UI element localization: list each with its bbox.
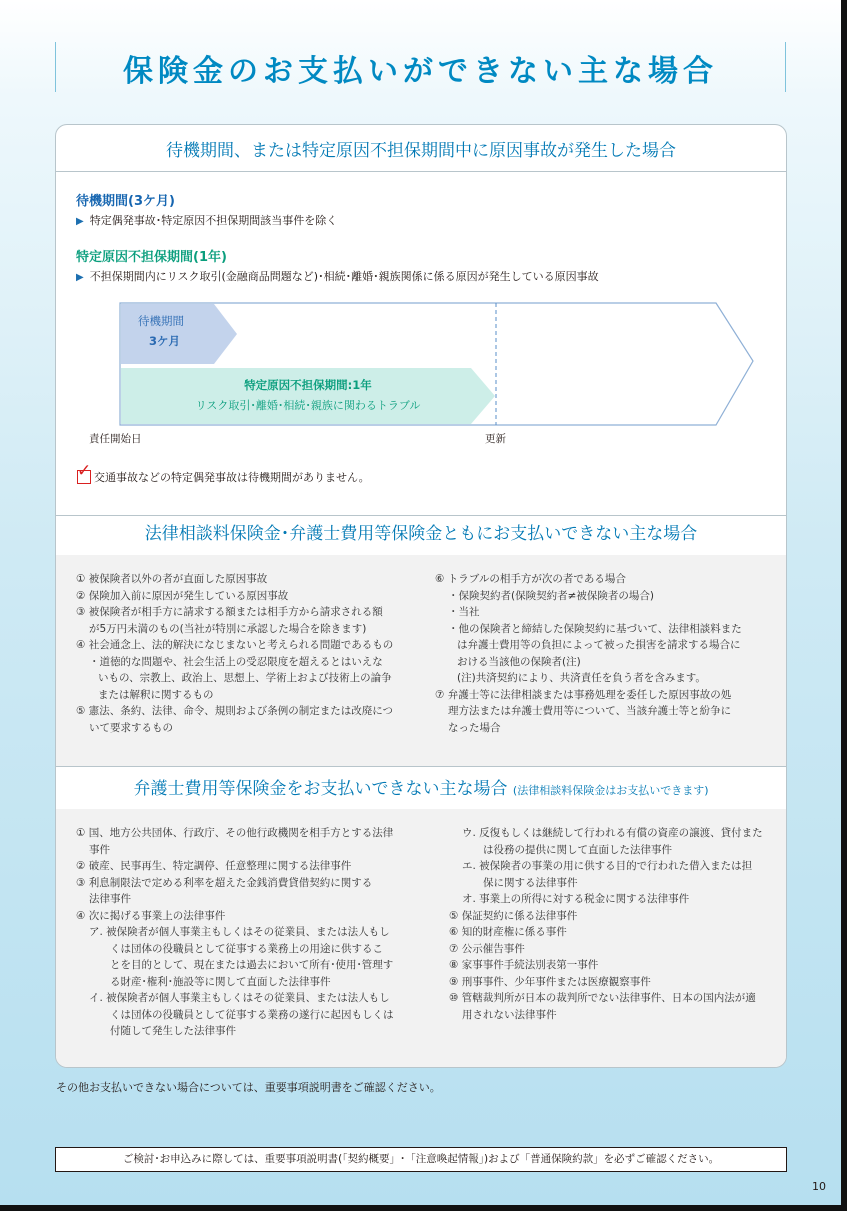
no-waiting-note: 交通事故などの特定偶発事故は待機期間がありません。 <box>94 471 370 484</box>
list-item: ⑦ 弁護士等に法律相談または事務処理を委任した原因事故の処 <box>435 688 732 701</box>
page-edge-right <box>841 0 847 1211</box>
list-item: ⑤ 憲法、条約、法律、命令、規則および条例の制定または改廃につ <box>76 705 394 717</box>
waiting-bar-line1: 待機期間 <box>138 314 184 328</box>
list-item: (注)共済契約により、共済責任を負う者を含みます。 <box>457 672 706 684</box>
section2-right-column <box>435 571 742 736</box>
section2-left-column <box>76 571 393 736</box>
list-item: 理方法または弁護士費用等について、当該弁護士等と紛争に <box>448 705 732 717</box>
section1-rule <box>56 171 786 172</box>
section3-heading-sub: (法律相談料保険金はお支払いできます) <box>512 784 709 797</box>
list-item: ・道徳的な問題や、社会生活上の受忍限度を超えるとはいえな <box>89 655 383 668</box>
list-item: または解釈に関するもの <box>98 688 214 701</box>
list-item: 保に関する法律事件 <box>483 876 578 889</box>
exclusion-period-bullet: ▶ 不担保期間内にリスク取引(金融商品問題など)･相続･離婚･親族関係に係る原因が発生している原因事故 <box>76 270 599 283</box>
list-item: る財産･権利･施設等に関して直面した法律事件 <box>110 975 331 988</box>
list-item: ⑥ トラブルの相手方が次の者である場合 <box>435 573 626 585</box>
section3-body <box>56 809 786 1067</box>
list-item: なった場合 <box>448 721 501 734</box>
section1-heading: 待機期間、または特定原因不担保期間中に原因事故が発生した場合 <box>166 141 676 161</box>
section2-top-rule <box>56 515 786 516</box>
exclusion-period-label: 特定原因不担保期間(1年) <box>76 250 227 265</box>
section3-top-rule <box>56 766 786 767</box>
page-edge-bottom <box>0 1205 847 1211</box>
list-item: ① 被保険者以外の者が直面した原因事故 <box>76 573 268 585</box>
list-item: ウ. 反復もしくは継続して行われる有償の資産の譲渡、貸付また <box>462 827 763 839</box>
page-number: 10 <box>812 1180 826 1193</box>
section3-right-column <box>449 825 763 1023</box>
renewal-label: 更新 <box>485 433 506 445</box>
list-item: ③ 利息制限法で定める利率を超えた金銭消費貸借契約に関する <box>76 876 373 889</box>
list-item: ・他の保険者と締結した保険契約に基づいて、法律相談料また <box>448 622 742 635</box>
list-item: オ. 事業上の所得に対する税金に関する法律事件 <box>462 893 690 905</box>
period-timeline-diagram <box>116 299 756 429</box>
list-item: ④ 社会通念上、法的解決になじまないと考えられる問題であるもの <box>76 639 394 651</box>
list-item: 用されない法律事件 <box>462 1008 557 1021</box>
exclusion-bar-line2: リスク取引･離婚･相続･親族に関わるトラブル <box>195 399 421 412</box>
checkmark-icon: ✓ <box>77 461 92 481</box>
list-item: いもの、宗教上、政治上、思想上、学術上および技術上の論争 <box>98 672 392 684</box>
list-item: は弁護士費用等の負担によって被った損害を請求する場合に <box>457 639 741 651</box>
list-item: が5万円未満のもの(当社が特別に承認した場合を除きます) <box>89 622 367 635</box>
content-card <box>55 124 787 1068</box>
list-item: イ. 被保険者が個人事業主もしくはその従業員、または法人もし <box>89 992 390 1004</box>
list-item: ・保険契約者(保険契約者≠被保険者の場合) <box>448 589 654 602</box>
exclusion-bar-line1: 特定原因不担保期間:1年 <box>244 378 372 392</box>
waiting-bar-line2: 3ケ月 <box>149 334 181 348</box>
list-item: ① 国、地方公共団体、行政庁、その他行政機関を相手方とする法律 <box>76 827 394 839</box>
list-item: エ. 被保険者の事業の用に供する目的で行われた借入または担 <box>462 860 753 872</box>
list-item: 事件 <box>89 843 110 856</box>
list-item: ④ 次に掲げる事業上の法律事件 <box>76 909 226 922</box>
list-item: 付随して発生した法律事件 <box>110 1025 236 1037</box>
waiting-period-bullet: ▶ 特定偶発事故･特定原因不担保期間該当事件を除く <box>76 214 338 227</box>
list-item: ⑦ 公示催告事件 <box>449 942 525 955</box>
list-item: ⑩ 管轄裁判所が日本の裁判所でない法律事件、日本の国内法が適 <box>449 992 756 1004</box>
list-item: ⑤ 保証契約に係る法律事件 <box>449 909 578 922</box>
list-item: ③ 被保険者が相手方に請求する額または相手方から請求される額 <box>76 606 383 618</box>
list-item: ② 保険加入前に原因が発生している原因事故 <box>76 589 289 602</box>
list-item: ⑧ 家事事件手続法別表第一事件 <box>449 959 599 971</box>
list-item: ・当社 <box>448 606 480 618</box>
footer-note: その他お支払いできない場合については、重要事項説明書をご確認ください。 <box>56 1081 441 1094</box>
list-item: ⑥ 知的財産権に係る事件 <box>449 926 567 938</box>
triangle-bullet-icon: ▶ <box>76 272 84 283</box>
section3-heading: 弁護士費用等保険金をお支払いできない主な場合 (法律相談料保険金はお支払いできます) <box>133 779 709 799</box>
bottom-notice-box: ご検討･お申込みに際しては、重要事項説明書(「契約概要」･「注意喚起情報」)および「普通保険約款」を必ずご確認ください。 <box>55 1147 787 1172</box>
section3-left-column <box>76 825 394 1040</box>
section2-heading: 法律相談料保険金･弁護士費用等保険金ともにお支払いできない主な場合 <box>144 524 698 544</box>
list-item: ア. 被保険者が個人事業主もしくはその従業員、または法人もし <box>89 926 390 938</box>
section2-body <box>56 555 786 766</box>
waiting-period-label: 待機期間(3ケ月) <box>76 194 175 209</box>
list-item: ② 破産、民事再生、特定調停、任意整理に関する法律事件 <box>76 860 352 872</box>
list-item: とを目的として、現在または過去において所有･使用･管理す <box>110 959 394 971</box>
list-item: ⑨ 刑事事件、少年事件または医療観察事件 <box>449 975 651 988</box>
start-date-label: 責任開始日 <box>89 433 142 445</box>
list-item: 法律事件 <box>89 893 131 905</box>
list-item: くは団体の役職員として従事する業務上の用途に供するこ <box>110 942 383 955</box>
list-item: おける当該他の保険者(注) <box>457 655 581 668</box>
list-item: いて要求するもの <box>89 721 173 734</box>
list-item: は役務の提供に関して直面した法律事件 <box>483 843 672 856</box>
list-item: くは団体の役職員として従事する業務の遂行に起因もしくは <box>110 1008 394 1021</box>
triangle-bullet-icon: ▶ <box>76 216 84 227</box>
exclusion-period-bar <box>121 368 495 424</box>
page-title: 保険金のお支払いができない主な場合 <box>123 54 718 89</box>
